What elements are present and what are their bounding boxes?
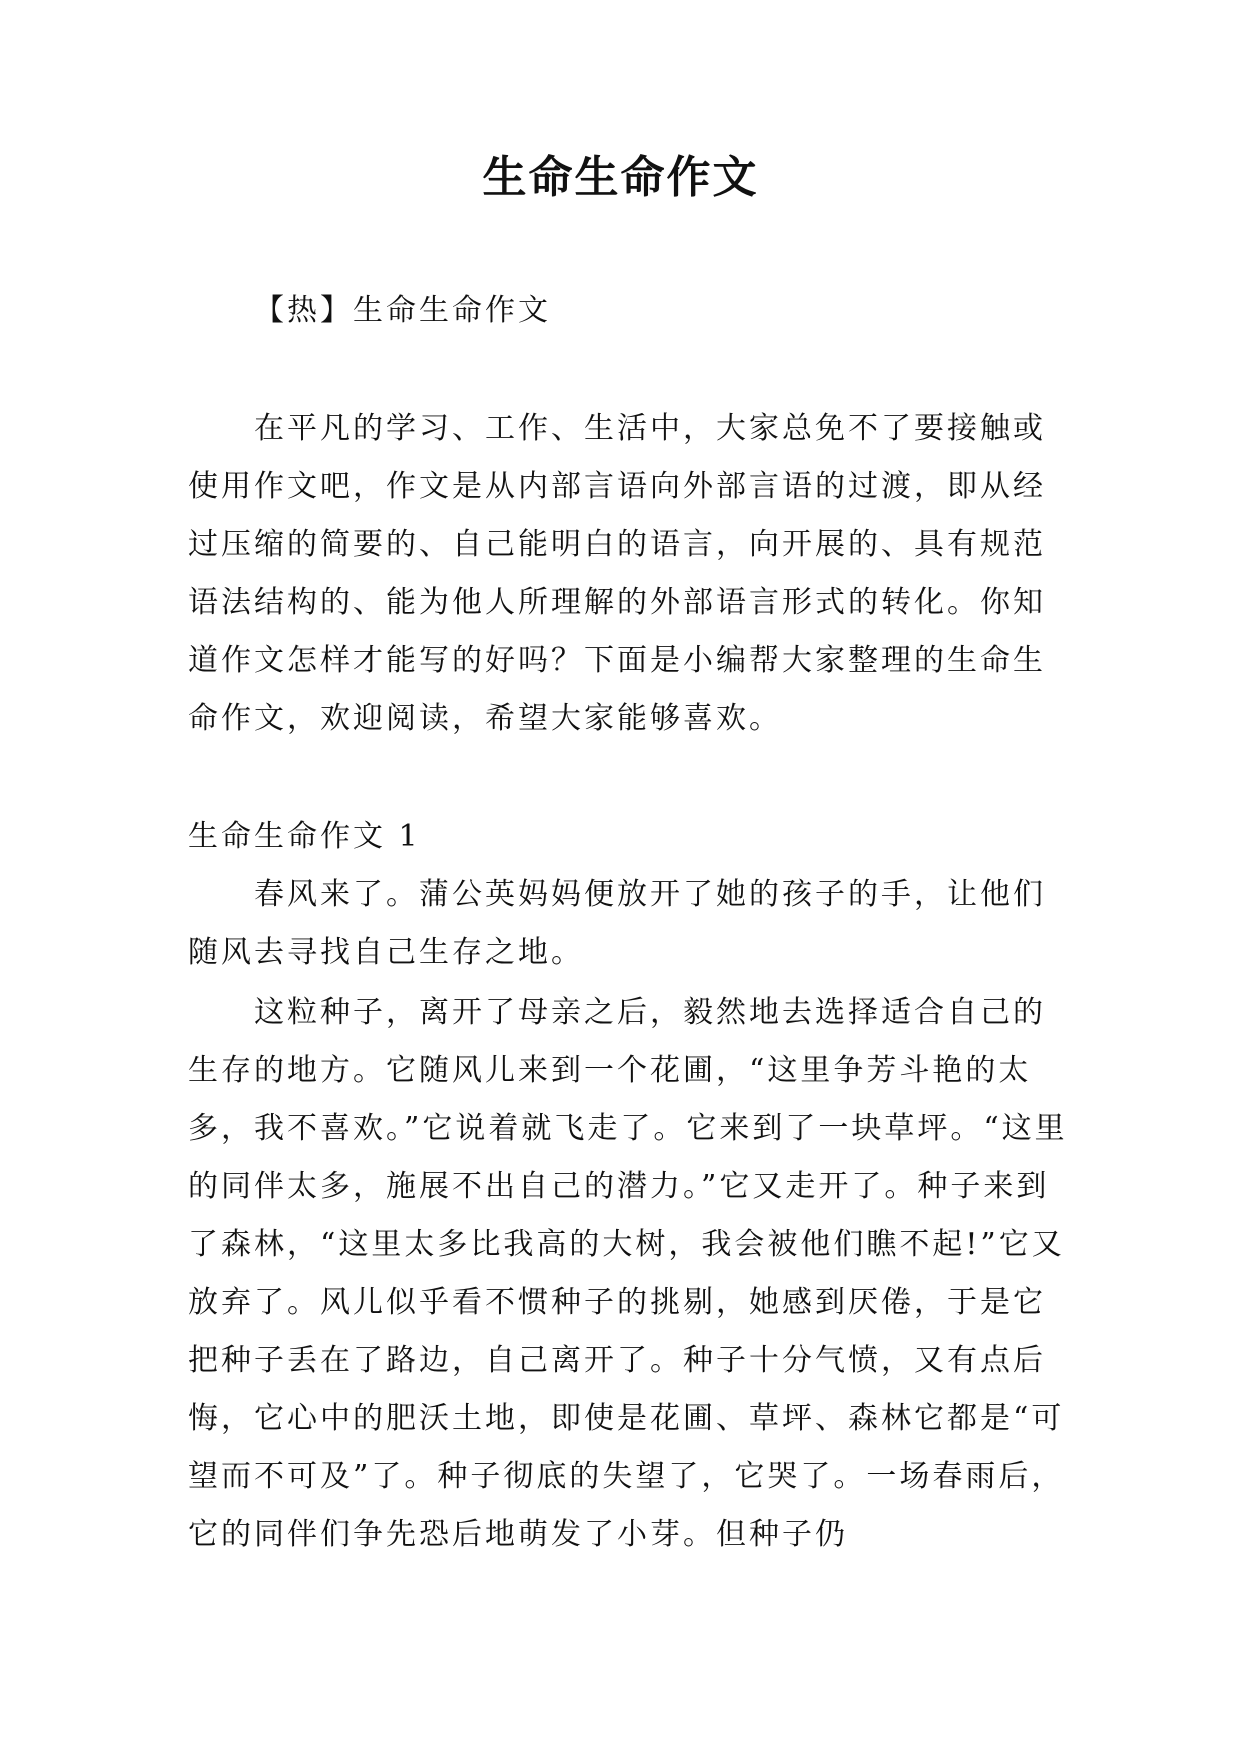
document-title: 生命生命作文 [482,152,759,203]
document-subtitle: 【热】生命生命作文 [254,293,551,328]
body-paragraph: 这粒种子，离开了母亲之后，毅然地去选择适合自己的生存的地方。它随风儿来到一个花圃，“这里争芳斗艳的太多，我不喜欢。”它说着就飞走了。它来到了一块草坪。“这里的同伴太多，施展不出自己的潜力。”它又走开了。种子来到了森林，“这里太多比我高的大树，我会被他们瞧不起!”它又放弃了。风儿似乎看不惯种子的挑剔，她感到厌倦，于是它把种子丢在了路边，自己离开了。种子十分气愤，又有点后悔，它心中的肥沃土地，即使是花圃、草坪、森林它都是“可望而不可及”了。种子彻底的失望了，它哭了。一场春雨后，它的同伴们争先恐后地萌发了小芽。但种子仍 [188,995,1068,1552]
intro-paragraph: 在平凡的学习、工作、生活中，大家总免不了要接触或使用作文吧，作文是从内部言语向外部言语的过渡，即从经过压缩的简要的、自己能明白的语言，向开展的、具有规范语法结构的、能为他人所理解的外部语言形式的转化。你知道作文怎样才能写的好吗？下面是小编帮大家整理的生命生命作文，欢迎阅读，希望大家能够喜欢。 [188,411,1046,736]
section-heading: 生命生命作文 1 [188,819,421,854]
body-paragraph: 春风来了。蒲公英妈妈便放开了她的孩子的手，让他们随风去寻找自己生存之地。 [188,877,1046,970]
